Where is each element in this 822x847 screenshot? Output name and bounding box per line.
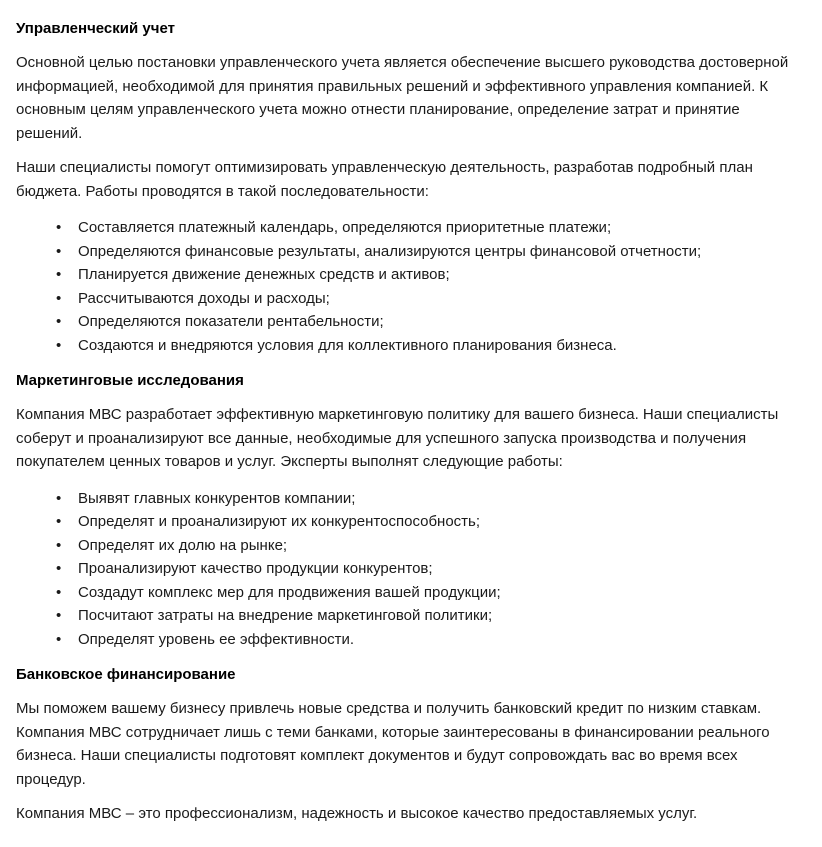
paragraph: Мы поможем вашему бизнесу привлечь новые средства и получить банковский кредит по низким ставкам. Компания МВС сотрудничает лишь с теми банками, которые заинтересованы в финансировании реального бизнеса. Наши специалисты подготовят комплект документов и будут сопровождать вас во время всех процедур.: [16, 700, 770, 788]
section-heading: Банковское финансирование: [16, 666, 236, 683]
section-management-accounting: [16, 19, 804, 357]
bullet-item: • Определяются показатели рентабельности;: [78, 310, 804, 334]
bullet-list: [16, 216, 804, 357]
paragraph: Компания МВС – это профессионализм, надежность и высокое качество предоставляемых услуг.: [16, 805, 698, 822]
paragraph: Наши специалисты помогут оптимизировать управленческую деятельность, разработав подробный план бюджета. Работы проводятся в такой последовательности:: [16, 159, 753, 200]
bullet-item: • Планируется движение денежных средств и активов;: [78, 263, 804, 287]
section-marketing-research: [16, 371, 804, 651]
bullet-item: • Определяются финансовые результаты, анализируются центры финансовой отчетности;: [78, 240, 804, 264]
section-heading: Маркетинговые исследования: [16, 372, 244, 389]
bullet-item: • Посчитают затраты на внедрение маркетинговой политики;: [78, 604, 804, 628]
bullet-item: • Создаются и внедряются условия для коллективного планирования бизнеса.: [78, 334, 804, 358]
bullet-item: • Составляется платежный календарь, определяются приоритетные платежи;: [78, 216, 804, 240]
section-heading: Управленческий учет: [16, 20, 175, 37]
section-bank-financing: [16, 665, 804, 826]
bullet-item: • Определят их долю на рынке;: [78, 534, 804, 558]
paragraph: Компания МВС разработает эффективную маркетинговую политику для вашего бизнеса. Наши специалисты соберут и проанализируют все данные, необходимые для успешного запуска производства и получения покупателем ценных товаров и услуг. Эксперты выполнят следующие работы:: [16, 406, 779, 470]
bullet-item: • Проанализируют качество продукции конкурентов;: [78, 557, 804, 581]
paragraph: Основной целью постановки управленческого учета является обеспечение высшего руководства достоверной информацией, необходимой для принятия правильных решений и эффективного управления компанией. К основным целям управленческого учета можно отнести планирование, определение затрат и принятие решений.: [16, 54, 789, 142]
bullet-item: • Определят уровень ее эффективности.: [78, 628, 804, 652]
bullet-item: • Выявят главных конкурентов компании;: [78, 487, 804, 511]
bullet-item: • Рассчитываются доходы и расходы;: [78, 287, 804, 311]
bullet-item: • Определят и проанализируют их конкурентоспособность;: [78, 510, 804, 534]
bullet-item: • Создадут комплекс мер для продвижения вашей продукции;: [78, 581, 804, 605]
bullet-list: [16, 487, 804, 652]
